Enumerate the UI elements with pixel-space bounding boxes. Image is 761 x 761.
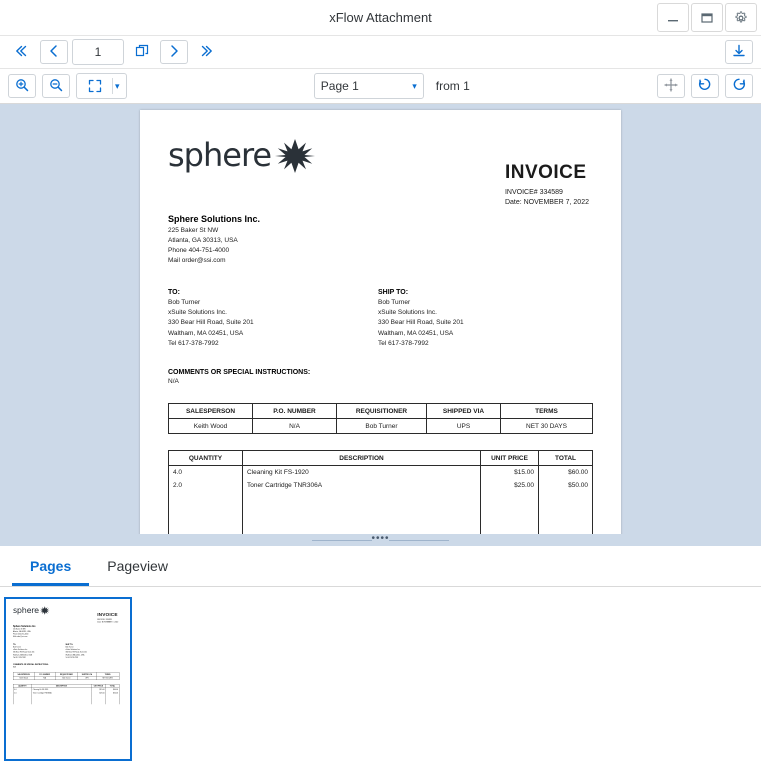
thumb-info-header-cell: P.O. NUMBER <box>34 672 55 676</box>
bill-to-line: xSuite Solutions Inc. <box>168 308 227 316</box>
document-page <box>140 110 621 534</box>
thumb-item-unit-price: $15.00 <box>91 688 106 691</box>
first-page-button[interactable] <box>8 40 36 64</box>
bill-to-block <box>168 289 378 350</box>
download-icon <box>731 43 747 62</box>
info-header-cell: P.O. NUMBER <box>253 404 337 419</box>
pane-splitter[interactable] <box>0 534 761 546</box>
ship-to-block <box>378 289 588 350</box>
thumb-info-table <box>13 672 119 680</box>
thumb-bill-to-line: Bob Turner <box>13 646 22 648</box>
items-header-cell: TOTAL <box>539 451 593 466</box>
page-thumbnail-1[interactable] <box>4 597 132 761</box>
table-row-empty <box>169 505 593 518</box>
thumb-bill-to-title: TO: <box>13 643 16 646</box>
empty-cell <box>169 492 243 505</box>
table-row <box>13 684 119 688</box>
table-row-empty <box>13 701 119 704</box>
thumb-comments-title: COMMENTS OR SPECIAL INSTRUCTIONS: <box>13 663 49 666</box>
tab-pageview[interactable] <box>89 546 186 586</box>
tab-pages[interactable] <box>12 546 89 586</box>
thumb-info-header-cell: SALESPERSON <box>13 672 34 676</box>
table-row <box>13 672 119 676</box>
invoice-info-table <box>168 403 593 434</box>
page-select-value: Page 1 <box>320 79 359 93</box>
bill-to-line: Waltham, MA 02451, USA <box>168 329 244 337</box>
table-row-empty <box>169 492 593 505</box>
empty-cell <box>106 701 120 704</box>
page-selector-group <box>314 73 470 99</box>
items-header-cell: QUANTITY <box>169 451 243 466</box>
restore-button[interactable] <box>691 3 723 32</box>
thumb-company-line: Phone 404-751-4000 <box>13 633 29 636</box>
page-number-input[interactable] <box>72 39 124 65</box>
info-header-cell: SALESPERSON <box>169 404 253 419</box>
thumb-ship-to-line: Tel 617-378-7992 <box>65 656 79 659</box>
ship-to-line: xSuite Solutions Inc. <box>378 308 437 316</box>
company-address-line: Mail order@ssi.com <box>168 257 226 265</box>
minimize-button[interactable] <box>657 3 689 32</box>
thumb-info-cell: Keith Wood <box>13 676 34 680</box>
item-total: $50.00 <box>539 479 593 492</box>
company-address-line: Phone 404-751-4000 <box>168 247 230 255</box>
info-cell: N/A <box>253 419 337 434</box>
logo-text: sphere <box>168 136 272 174</box>
thumb-item-description: Cleaning Kit FS-1920 <box>32 688 92 691</box>
invoice-date: Date: NOVEMBER 7, 2022 <box>504 199 589 207</box>
empty-cell <box>539 492 593 505</box>
last-page-button[interactable] <box>192 40 220 64</box>
empty-cell <box>481 492 539 505</box>
rotate-right-icon <box>731 77 747 96</box>
zoom-out-button[interactable] <box>42 74 70 98</box>
rotate-left-icon <box>697 77 713 96</box>
next-page-icon <box>166 43 182 62</box>
thumb-info-header-cell: SHIPPED VIA <box>78 672 97 676</box>
empty-cell <box>169 505 243 518</box>
table-row <box>169 479 593 492</box>
thumb-item-total: $50.00 <box>106 691 120 694</box>
empty-cell <box>243 505 481 518</box>
ship-to-title: SHIP TO: <box>378 288 409 296</box>
thumb-company-line: Atlanta, GA 30313, USA <box>13 630 31 633</box>
thumb-item-description: Toner Cartridge TNR306A <box>32 691 92 694</box>
splitter-line-left <box>312 540 372 541</box>
view-toolbar <box>0 69 761 104</box>
company-logo <box>168 136 313 174</box>
settings-button[interactable] <box>725 3 757 32</box>
table-row <box>169 466 593 480</box>
first-page-icon <box>14 43 30 62</box>
empty-cell <box>13 701 32 704</box>
thumb-company-line: 225 Baker St NW <box>13 628 26 631</box>
page-thumbnail-preview <box>6 599 126 759</box>
invoice-title: INVOICE <box>504 162 587 183</box>
thumb-logo-text: sphere <box>13 605 39 615</box>
thumb-bill-to-line: Tel 617-378-7992 <box>13 656 26 659</box>
thumb-items-table <box>13 684 119 704</box>
table-row <box>169 451 593 466</box>
thumb-bill-to-line: xSuite Solutions Inc. <box>13 648 28 651</box>
combo-separator <box>112 78 113 94</box>
thumb-info-cell: UPS <box>78 676 97 680</box>
bill-to-line: Tel 617-378-7992 <box>168 340 219 348</box>
empty-cell <box>32 701 92 704</box>
next-page-button[interactable] <box>160 40 188 64</box>
company-address-line: Atlanta, GA 30313, USA <box>168 237 238 245</box>
page-count-label: from 1 <box>435 79 470 93</box>
empty-cell <box>13 698 32 701</box>
thumb-item-total: $60.00 <box>106 688 120 691</box>
fit-to-screen-icon[interactable] <box>80 73 110 99</box>
empty-cell <box>32 695 92 698</box>
info-header-cell: SHIPPED VIA <box>427 404 501 419</box>
info-cell: Bob Turner <box>337 419 427 434</box>
empty-cell <box>169 518 243 531</box>
item-quantity: 2.0 <box>169 479 243 492</box>
ship-to-line: Waltham, MA 02451, USA <box>378 329 454 337</box>
item-unit-price: $25.00 <box>481 479 539 492</box>
bill-to-title: TO: <box>168 288 180 296</box>
download-button[interactable] <box>725 40 753 64</box>
empty-cell <box>481 518 539 531</box>
window-controls <box>657 3 757 32</box>
info-cell: Keith Wood <box>169 419 253 434</box>
rotate-left-button[interactable] <box>691 74 719 98</box>
minimize-icon <box>666 11 680 25</box>
comments-body: N/A <box>168 378 179 386</box>
gear-icon <box>734 11 748 25</box>
fit-to-screen-control[interactable] <box>76 73 127 99</box>
addresses-row <box>168 289 593 350</box>
empty-cell <box>243 492 481 505</box>
zoom-out-icon <box>48 77 64 96</box>
thumb-info-header-cell: TERMS <box>96 672 119 676</box>
table-row-empty <box>13 698 119 701</box>
thumb-invoice-number: INVOICE# 334589 <box>97 618 112 621</box>
rotate-right-button[interactable] <box>725 74 753 98</box>
thumb-comments-body: N/A <box>13 666 16 668</box>
ship-to-line: 330 Bear Hill Road, Suite 201 <box>378 319 464 327</box>
thumb-company-name: Sphere Solutions Inc. <box>13 625 37 628</box>
table-row <box>13 688 119 691</box>
invoice-header <box>168 136 593 208</box>
item-description: Toner Cartridge TNR306A <box>243 479 481 492</box>
thumb-ship-to-line: Waltham, MA 02451, USA <box>65 653 85 656</box>
navigation-toolbar <box>0 36 761 69</box>
restore-icon <box>700 11 714 25</box>
zoom-in-icon <box>14 77 30 96</box>
page-select[interactable] <box>314 73 424 99</box>
ship-to-line: Tel 617-378-7992 <box>378 340 429 348</box>
window-titlebar <box>0 0 761 36</box>
pan-button[interactable] <box>657 74 685 98</box>
thumb-ship-to-line: 330 Bear Hill Road, Suite 201 <box>65 651 87 654</box>
info-header-cell: TERMS <box>501 404 593 419</box>
thumb-items-header-cell: UNIT PRICE <box>91 684 106 688</box>
table-row <box>13 691 119 694</box>
thumb-bill-to-line: Waltham, MA 02451, USA <box>13 653 32 656</box>
empty-cell <box>13 695 32 698</box>
comments-block <box>168 369 593 385</box>
bill-to-line: Bob Turner <box>168 298 201 306</box>
logo-mark-icon <box>275 136 313 174</box>
invoice-items-table <box>168 450 593 534</box>
item-total: $60.00 <box>539 466 593 480</box>
previous-page-button[interactable] <box>40 40 68 64</box>
thumb-items-header-cell: QUANTITY <box>13 684 32 688</box>
empty-cell <box>539 505 593 518</box>
previous-page-icon <box>46 43 62 62</box>
thumb-item-unit-price: $25.00 <box>91 691 106 694</box>
invoice-number: INVOICE# 334589 <box>504 189 563 196</box>
company-name: Sphere Solutions Inc. <box>168 214 261 225</box>
table-row-empty <box>13 695 119 698</box>
zoom-in-button[interactable] <box>8 74 36 98</box>
company-address-line: 225 Baker St NW <box>168 227 219 235</box>
item-quantity: 4.0 <box>169 466 243 480</box>
chevron-down-icon[interactable]: ▾ <box>115 80 120 91</box>
info-cell: UPS <box>427 419 501 434</box>
tab-pageview-label: Pageview <box>107 558 168 574</box>
info-cell: NET 30 DAYS <box>501 419 593 434</box>
thumb-items-header-cell: DESCRIPTION <box>32 684 92 688</box>
copy-page-button[interactable] <box>128 40 156 64</box>
thumb-info-header-cell: REQUISITIONER <box>55 672 78 676</box>
items-header-cell: DESCRIPTION <box>243 451 481 466</box>
table-row-empty <box>169 518 593 531</box>
items-header-cell: UNIT PRICE <box>481 451 539 466</box>
bill-to-line: 330 Bear Hill Road, Suite 201 <box>168 319 254 327</box>
thumb-info-cell: N/A <box>34 676 55 680</box>
window-title: xFlow Attachment <box>329 10 432 25</box>
invoice-meta <box>505 136 593 208</box>
comments-title: COMMENTS OR SPECIAL INSTRUCTIONS: <box>168 369 311 377</box>
thumb-item-quantity: 4.0 <box>13 688 32 691</box>
empty-cell <box>481 505 539 518</box>
last-page-icon <box>198 43 214 62</box>
empty-cell <box>539 518 593 531</box>
table-row <box>169 404 593 419</box>
pan-icon <box>663 77 679 96</box>
item-unit-price: $15.00 <box>481 466 539 480</box>
thumb-item-quantity: 2.0 <box>13 691 32 694</box>
thumb-logo-mark-icon <box>40 606 50 616</box>
document-viewer[interactable] <box>0 104 761 534</box>
empty-cell <box>91 701 106 704</box>
ship-to-line: Bob Turner <box>378 298 411 306</box>
company-block <box>168 214 593 266</box>
company-address <box>168 226 593 266</box>
thumb-bill-to-line: 330 Bear Hill Road, Suite 201 <box>13 651 35 654</box>
copy-page-icon <box>134 43 150 62</box>
thumb-invoice-title: INVOICE <box>97 612 118 618</box>
thumb-invoice-date: Date: NOVEMBER 7, 2022 <box>97 621 119 624</box>
thumb-items-header-cell: TOTAL <box>106 684 120 688</box>
bottom-tabbar <box>0 546 761 587</box>
empty-cell <box>91 695 106 698</box>
thumb-ship-to-title: SHIP TO: <box>65 643 74 646</box>
splitter-grip-icon[interactable]: •••• <box>371 533 390 544</box>
page-thumbnail-pane <box>0 587 761 761</box>
thumb-company-line: Mail order@ssi.com <box>13 635 28 638</box>
thumb-info-cell: NET 30 DAYS <box>96 676 119 680</box>
info-header-cell: REQUISITIONER <box>337 404 427 419</box>
empty-cell <box>243 518 481 531</box>
chevron-down-icon[interactable]: ▾ <box>412 80 417 91</box>
splitter-line-right <box>389 540 449 541</box>
empty-cell <box>106 698 120 701</box>
table-row <box>169 419 593 434</box>
empty-cell <box>91 698 106 701</box>
table-row <box>13 676 119 680</box>
thumb-ship-to-line: Bob Turner <box>65 646 74 648</box>
thumb-info-cell: Bob Turner <box>55 676 78 680</box>
empty-cell <box>32 698 92 701</box>
item-description: Cleaning Kit FS-1920 <box>243 466 481 480</box>
tab-pages-label: Pages <box>30 558 72 574</box>
empty-cell <box>106 695 120 698</box>
thumb-ship-to-line: xSuite Solutions Inc. <box>65 648 81 651</box>
